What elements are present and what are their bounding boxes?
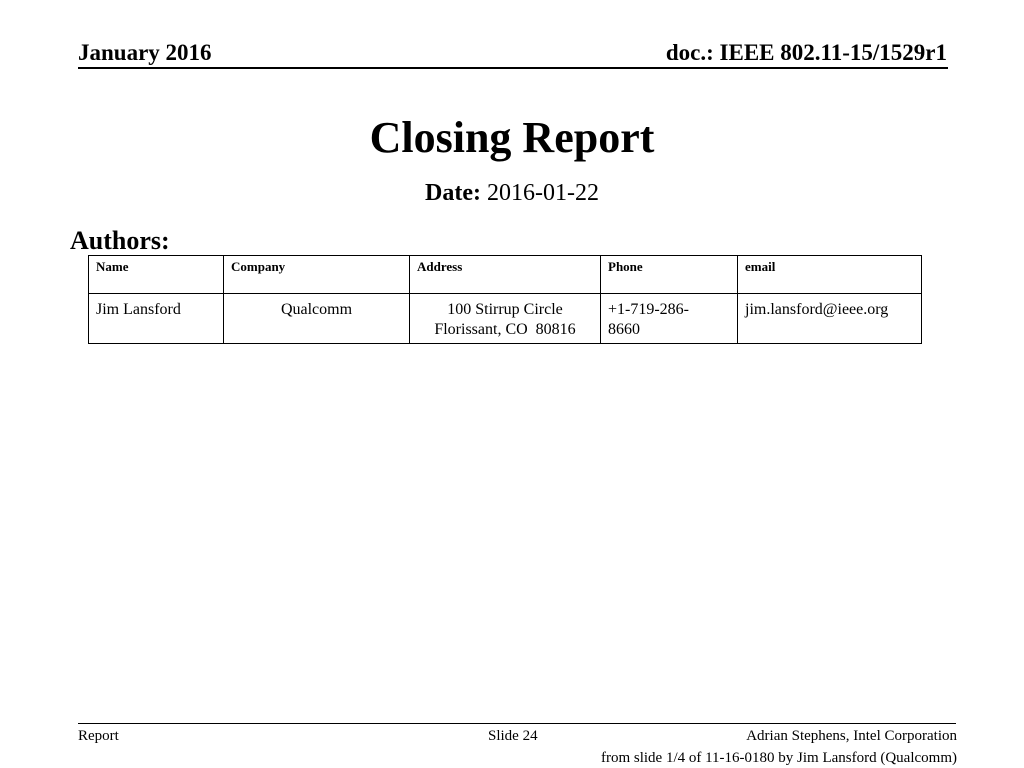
- phone-line-2: 8660: [608, 321, 640, 338]
- date-line: [0, 180, 1024, 207]
- footer-left: Report: [78, 728, 119, 744]
- column-header-email: email: [738, 256, 922, 294]
- date-label: Date:: [425, 180, 481, 206]
- column-header-address: Address: [410, 256, 601, 294]
- date-value: 2016-01-22: [486, 180, 599, 206]
- authors-table: [88, 255, 922, 344]
- authors-heading: Authors:: [70, 226, 170, 255]
- author-name: Jim Lansford: [89, 294, 224, 344]
- header-date: January 2016: [78, 40, 212, 65]
- page-title: Closing Report: [369, 113, 655, 162]
- footer-divider: [78, 723, 956, 724]
- phone-line-1: +1-719-286-: [608, 301, 690, 318]
- author-company: Qualcomm: [224, 294, 410, 344]
- author-phone: [601, 294, 738, 344]
- table-header-row: [89, 256, 922, 294]
- author-address: [410, 294, 601, 344]
- header-divider: [78, 67, 948, 69]
- author-email: jim.lansford@ieee.org: [738, 294, 922, 344]
- column-header-company: Company: [224, 256, 410, 294]
- column-header-name: Name: [89, 256, 224, 294]
- slide-number: Slide 24: [488, 728, 538, 744]
- address-line-2: Florissant, CO 80816: [434, 321, 576, 338]
- footer-author: Adrian Stephens, Intel Corporation: [746, 728, 957, 744]
- address-line-1: 100 Stirrup Circle: [447, 301, 563, 318]
- column-header-phone: Phone: [601, 256, 738, 294]
- footer-source-note: from slide 1/4 of 11-16-0180 by Jim Lansford (Qualcomm): [600, 750, 957, 766]
- table-row: [89, 294, 922, 344]
- header-doc-id: doc.: IEEE 802.11-15/1529r1: [665, 40, 947, 65]
